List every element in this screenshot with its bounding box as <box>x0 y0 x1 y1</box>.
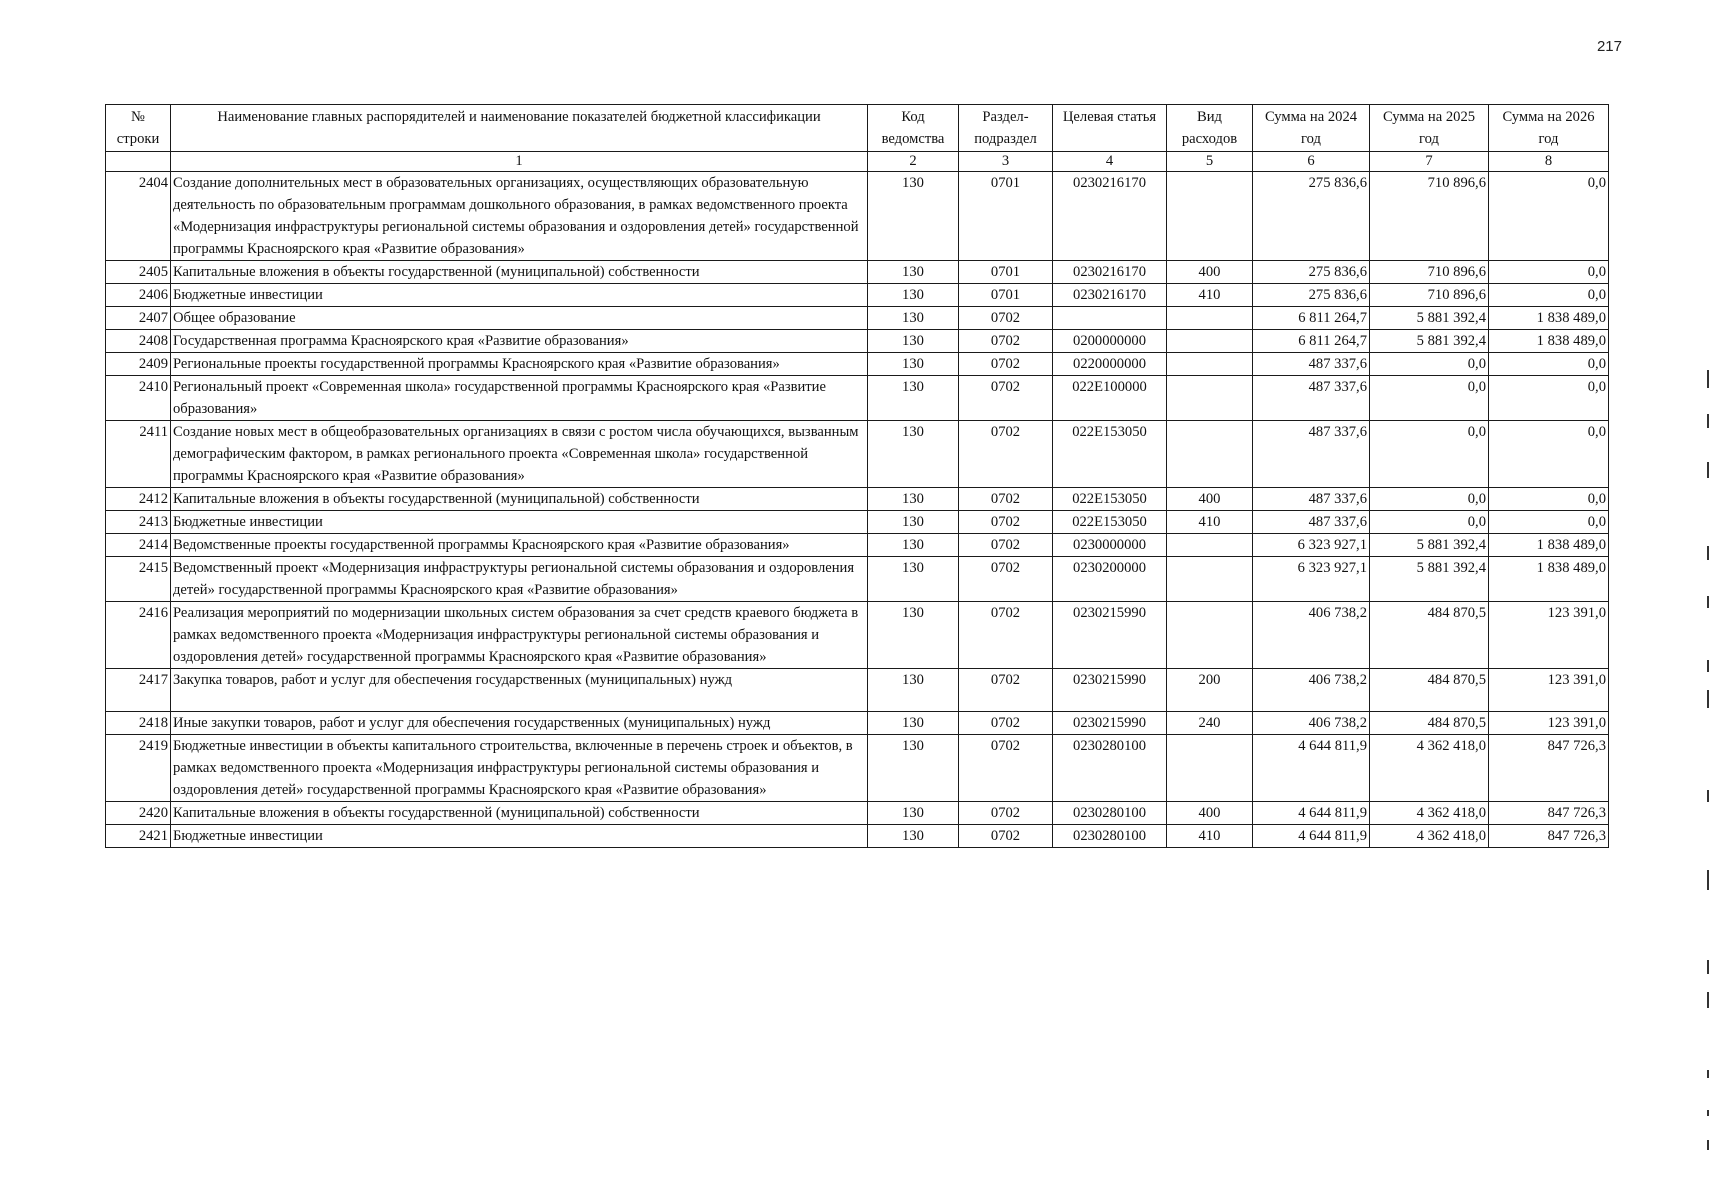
cell-target-article: 0230280100 <box>1053 802 1167 825</box>
cell-section: 0702 <box>959 421 1053 488</box>
cell-expense-type <box>1167 602 1253 669</box>
cell-expense-type <box>1167 330 1253 353</box>
cell-expense-type <box>1167 172 1253 261</box>
table-row <box>106 261 1609 284</box>
cell-target-article: 0220000000 <box>1053 353 1167 376</box>
cell-sum-2026: 1 838 489,0 <box>1489 307 1609 330</box>
cell-name: Ведомственный проект «Модернизация инфраструктуры региональной системы образования и оздоровления детей» государственной программы Красноярского края «Развитие образования» <box>171 557 868 602</box>
cell-row-number: 2404 <box>106 172 171 261</box>
cell-target-article <box>1053 307 1167 330</box>
budget-table <box>105 104 1609 848</box>
cell-department-code: 130 <box>868 421 959 488</box>
cell-sum-2026: 123 391,0 <box>1489 669 1609 712</box>
cell-target-article: 0230280100 <box>1053 735 1167 802</box>
cell-name: Бюджетные инвестиции <box>171 825 868 848</box>
cell-department-code: 130 <box>868 376 959 421</box>
cell-name: Создание новых мест в общеобразовательных организациях в связи с ростом числа обучающихся, вызванным демографическим фактором, в рамках регионального проекта «Современная школа» государственной программы Красноярского края «Развитие образования» <box>171 421 868 488</box>
cell-sum-2024: 4 644 811,9 <box>1253 825 1370 848</box>
cell-sum-2025: 710 896,6 <box>1370 261 1489 284</box>
header-row <box>106 105 1609 152</box>
cell-department-code: 130 <box>868 353 959 376</box>
table-row <box>106 712 1609 735</box>
cell-section: 0702 <box>959 307 1053 330</box>
cell-sum-2024: 406 738,2 <box>1253 712 1370 735</box>
cell-row-number: 2408 <box>106 330 171 353</box>
cell-section: 0702 <box>959 511 1053 534</box>
cell-expense-type: 400 <box>1167 488 1253 511</box>
cell-name: Государственная программа Красноярского края «Развитие образования» <box>171 330 868 353</box>
cell-section: 0702 <box>959 735 1053 802</box>
cell-target-article: 0230200000 <box>1053 557 1167 602</box>
cell-sum-2025: 710 896,6 <box>1370 172 1489 261</box>
cell-section: 0702 <box>959 825 1053 848</box>
header-sum-2025: Сумма на 2025 год <box>1370 105 1489 152</box>
cell-section: 0702 <box>959 330 1053 353</box>
cell-sum-2025: 484 870,5 <box>1370 712 1489 735</box>
header-department-code: Код ведомства <box>868 105 959 152</box>
cell-target-article: 0230216170 <box>1053 172 1167 261</box>
cell-name: Создание дополнительных мест в образовательных организациях, осуществляющих образовательную деятельность по образовательным программам дошкольного образования, в рамках ведомственного проекта «Модернизация инфраструктуры региональной системы образования и оздоровления детей» государственной программы Красноярского края «Развитие образования» <box>171 172 868 261</box>
header-sum-2024: Сумма на 2024 год <box>1253 105 1370 152</box>
cell-section: 0702 <box>959 376 1053 421</box>
cell-name: Региональные проекты государственной программы Красноярского края «Развитие образования» <box>171 353 868 376</box>
table-row <box>106 735 1609 802</box>
cell-expense-type <box>1167 376 1253 421</box>
cell-name: Бюджетные инвестиции <box>171 511 868 534</box>
cell-target-article: 022E153050 <box>1053 488 1167 511</box>
cell-expense-type: 400 <box>1167 261 1253 284</box>
cell-sum-2026: 123 391,0 <box>1489 712 1609 735</box>
cell-sum-2026: 0,0 <box>1489 261 1609 284</box>
cell-sum-2025: 4 362 418,0 <box>1370 735 1489 802</box>
cell-name: Иные закупки товаров, работ и услуг для обеспечения государственных (муниципальных) нужд <box>171 712 868 735</box>
cell-department-code: 130 <box>868 602 959 669</box>
cell-department-code: 130 <box>868 534 959 557</box>
cell-sum-2024: 6 323 927,1 <box>1253 557 1370 602</box>
cell-row-number: 2419 <box>106 735 171 802</box>
cell-row-number: 2407 <box>106 307 171 330</box>
cell-department-code: 130 <box>868 511 959 534</box>
cell-target-article: 022E153050 <box>1053 511 1167 534</box>
cell-expense-type <box>1167 307 1253 330</box>
cell-expense-type: 400 <box>1167 802 1253 825</box>
cell-sum-2025: 484 870,5 <box>1370 669 1489 712</box>
cell-row-number: 2406 <box>106 284 171 307</box>
table-body <box>106 172 1609 848</box>
cell-row-number: 2409 <box>106 353 171 376</box>
cell-sum-2026: 1 838 489,0 <box>1489 534 1609 557</box>
cell-sum-2026: 847 726,3 <box>1489 735 1609 802</box>
cell-sum-2026: 123 391,0 <box>1489 602 1609 669</box>
cell-sum-2026: 0,0 <box>1489 376 1609 421</box>
cell-row-number: 2411 <box>106 421 171 488</box>
cell-sum-2024: 487 337,6 <box>1253 421 1370 488</box>
scan-edge-marks <box>1707 370 1710 1170</box>
table-row <box>106 825 1609 848</box>
cell-section: 0702 <box>959 669 1053 712</box>
column-number-row <box>106 152 1609 172</box>
cell-expense-type <box>1167 534 1253 557</box>
cell-row-number: 2413 <box>106 511 171 534</box>
cell-sum-2024: 6 811 264,7 <box>1253 307 1370 330</box>
cell-section: 0702 <box>959 802 1053 825</box>
table-row <box>106 534 1609 557</box>
cell-sum-2025: 5 881 392,4 <box>1370 534 1489 557</box>
cell-row-number: 2418 <box>106 712 171 735</box>
cell-department-code: 130 <box>868 307 959 330</box>
cell-department-code: 130 <box>868 330 959 353</box>
column-number: 6 <box>1253 152 1370 172</box>
cell-sum-2024: 6 323 927,1 <box>1253 534 1370 557</box>
cell-expense-type <box>1167 353 1253 376</box>
cell-section: 0702 <box>959 712 1053 735</box>
cell-sum-2024: 406 738,2 <box>1253 602 1370 669</box>
cell-sum-2025: 4 362 418,0 <box>1370 802 1489 825</box>
cell-sum-2026: 0,0 <box>1489 284 1609 307</box>
cell-sum-2026: 0,0 <box>1489 172 1609 261</box>
column-number <box>106 152 171 172</box>
cell-sum-2025: 0,0 <box>1370 511 1489 534</box>
cell-expense-type: 200 <box>1167 669 1253 712</box>
column-number: 3 <box>959 152 1053 172</box>
cell-sum-2025: 5 881 392,4 <box>1370 307 1489 330</box>
cell-expense-type: 410 <box>1167 511 1253 534</box>
cell-sum-2024: 487 337,6 <box>1253 488 1370 511</box>
cell-expense-type: 410 <box>1167 825 1253 848</box>
cell-section: 0702 <box>959 353 1053 376</box>
cell-expense-type <box>1167 421 1253 488</box>
cell-department-code: 130 <box>868 735 959 802</box>
cell-department-code: 130 <box>868 488 959 511</box>
cell-name: Капитальные вложения в объекты государственной (муниципальной) собственности <box>171 261 868 284</box>
table-row <box>106 172 1609 261</box>
cell-name: Реализация мероприятий по модернизации школьных систем образования за счет средств краевого бюджета в рамках ведомственного проекта «Модернизация инфраструктуры региональной системы образования и оздоровления детей» государственной программы Красноярского края «Развитие образования» <box>171 602 868 669</box>
cell-name: Закупка товаров, работ и услуг для обеспечения государственных (муниципальных) нужд <box>171 669 868 712</box>
table-row <box>106 488 1609 511</box>
cell-sum-2025: 5 881 392,4 <box>1370 330 1489 353</box>
cell-department-code: 130 <box>868 284 959 307</box>
cell-sum-2026: 1 838 489,0 <box>1489 557 1609 602</box>
cell-sum-2026: 0,0 <box>1489 421 1609 488</box>
header-row-number: № строки <box>106 105 171 152</box>
table-row <box>106 669 1609 712</box>
cell-row-number: 2405 <box>106 261 171 284</box>
cell-expense-type <box>1167 557 1253 602</box>
column-number: 2 <box>868 152 959 172</box>
header-section: Раздел-подраздел <box>959 105 1053 152</box>
cell-sum-2024: 487 337,6 <box>1253 376 1370 421</box>
cell-name: Капитальные вложения в объекты государственной (муниципальной) собственности <box>171 802 868 825</box>
cell-row-number: 2421 <box>106 825 171 848</box>
cell-name: Капитальные вложения в объекты государственной (муниципальной) собственности <box>171 488 868 511</box>
cell-sum-2025: 0,0 <box>1370 421 1489 488</box>
header-sum-2026: Сумма на 2026 год <box>1489 105 1609 152</box>
cell-row-number: 2412 <box>106 488 171 511</box>
cell-expense-type: 410 <box>1167 284 1253 307</box>
header-expense-type: Вид расходов <box>1167 105 1253 152</box>
table-row <box>106 421 1609 488</box>
cell-section: 0702 <box>959 557 1053 602</box>
cell-section: 0701 <box>959 261 1053 284</box>
cell-target-article: 022E153050 <box>1053 421 1167 488</box>
cell-sum-2024: 4 644 811,9 <box>1253 802 1370 825</box>
cell-sum-2026: 0,0 <box>1489 511 1609 534</box>
column-number: 4 <box>1053 152 1167 172</box>
cell-target-article: 022E100000 <box>1053 376 1167 421</box>
cell-section: 0702 <box>959 602 1053 669</box>
cell-department-code: 130 <box>868 825 959 848</box>
cell-section: 0701 <box>959 172 1053 261</box>
cell-sum-2024: 406 738,2 <box>1253 669 1370 712</box>
cell-sum-2026: 0,0 <box>1489 488 1609 511</box>
cell-sum-2024: 275 836,6 <box>1253 172 1370 261</box>
cell-name: Региональный проект «Современная школа» государственной программы Красноярского края «Развитие образования» <box>171 376 868 421</box>
cell-sum-2025: 5 881 392,4 <box>1370 557 1489 602</box>
cell-sum-2024: 487 337,6 <box>1253 353 1370 376</box>
cell-sum-2025: 4 362 418,0 <box>1370 825 1489 848</box>
cell-sum-2026: 847 726,3 <box>1489 825 1609 848</box>
cell-department-code: 130 <box>868 802 959 825</box>
cell-sum-2025: 0,0 <box>1370 488 1489 511</box>
cell-department-code: 130 <box>868 261 959 284</box>
cell-department-code: 130 <box>868 172 959 261</box>
column-number: 1 <box>171 152 868 172</box>
cell-department-code: 130 <box>868 669 959 712</box>
cell-sum-2024: 6 811 264,7 <box>1253 330 1370 353</box>
cell-sum-2024: 487 337,6 <box>1253 511 1370 534</box>
cell-target-article: 0230216170 <box>1053 261 1167 284</box>
cell-sum-2025: 484 870,5 <box>1370 602 1489 669</box>
cell-expense-type <box>1167 735 1253 802</box>
cell-section: 0701 <box>959 284 1053 307</box>
cell-name: Бюджетные инвестиции <box>171 284 868 307</box>
cell-name: Бюджетные инвестиции в объекты капитального строительства, включенные в перечень строек и объектов, в рамках ведомственного проекта «Модернизация инфраструктуры региональной системы образования и оздоровления детей» государственной программы Красноярского края «Развитие образования» <box>171 735 868 802</box>
cell-section: 0702 <box>959 534 1053 557</box>
table-row <box>106 284 1609 307</box>
table-row <box>106 557 1609 602</box>
cell-target-article: 0230215990 <box>1053 669 1167 712</box>
cell-name: Ведомственные проекты государственной программы Красноярского края «Развитие образования» <box>171 534 868 557</box>
page-number: 217 <box>1596 38 1622 55</box>
column-number: 8 <box>1489 152 1609 172</box>
header-name: Наименование главных распорядителей и наименование показателей бюджетной классификации <box>171 105 868 152</box>
table-row <box>106 802 1609 825</box>
table-row <box>106 353 1609 376</box>
cell-expense-type: 240 <box>1167 712 1253 735</box>
cell-sum-2026: 847 726,3 <box>1489 802 1609 825</box>
table-row <box>106 602 1609 669</box>
column-number: 7 <box>1370 152 1489 172</box>
cell-row-number: 2420 <box>106 802 171 825</box>
cell-row-number: 2414 <box>106 534 171 557</box>
cell-sum-2026: 0,0 <box>1489 353 1609 376</box>
cell-row-number: 2416 <box>106 602 171 669</box>
table-row <box>106 330 1609 353</box>
table-row <box>106 376 1609 421</box>
cell-sum-2025: 0,0 <box>1370 353 1489 376</box>
cell-department-code: 130 <box>868 557 959 602</box>
column-number: 5 <box>1167 152 1253 172</box>
cell-target-article: 0200000000 <box>1053 330 1167 353</box>
cell-row-number: 2410 <box>106 376 171 421</box>
cell-sum-2024: 275 836,6 <box>1253 284 1370 307</box>
cell-target-article: 0230215990 <box>1053 712 1167 735</box>
cell-sum-2024: 275 836,6 <box>1253 261 1370 284</box>
cell-target-article: 0230215990 <box>1053 602 1167 669</box>
cell-sum-2025: 0,0 <box>1370 376 1489 421</box>
header-target-article: Целевая статья <box>1053 105 1167 152</box>
cell-section: 0702 <box>959 488 1053 511</box>
cell-target-article: 0230280100 <box>1053 825 1167 848</box>
cell-row-number: 2415 <box>106 557 171 602</box>
cell-sum-2025: 710 896,6 <box>1370 284 1489 307</box>
cell-department-code: 130 <box>868 712 959 735</box>
cell-sum-2024: 4 644 811,9 <box>1253 735 1370 802</box>
cell-row-number: 2417 <box>106 669 171 712</box>
table-row <box>106 307 1609 330</box>
cell-sum-2026: 1 838 489,0 <box>1489 330 1609 353</box>
cell-target-article: 0230216170 <box>1053 284 1167 307</box>
table-row <box>106 511 1609 534</box>
cell-target-article: 0230000000 <box>1053 534 1167 557</box>
cell-name: Общее образование <box>171 307 868 330</box>
